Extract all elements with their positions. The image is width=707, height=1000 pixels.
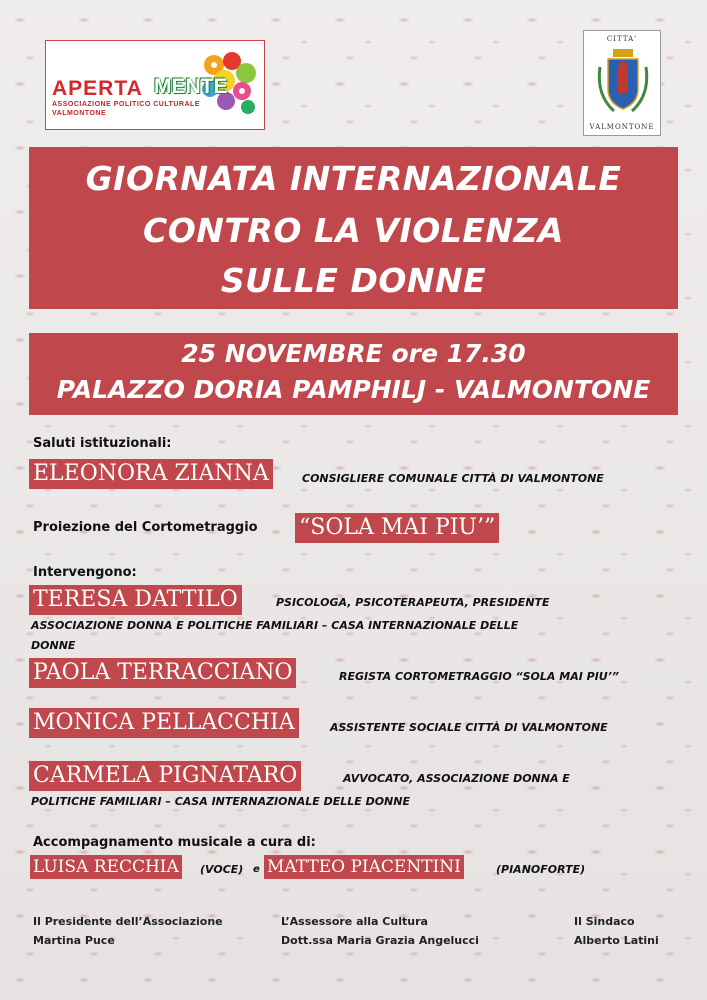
performer-name-piacentini: MATTEO PIACENTINI xyxy=(264,855,464,879)
speaker-name-terracciano: PAOLA TERRACCIANO xyxy=(29,658,296,688)
coat-of-arms-icon xyxy=(594,45,652,123)
speaker-name-pignataro: CARMELA PIGNATARO xyxy=(29,761,301,791)
logo-word-mente: MENTE xyxy=(154,75,228,98)
intervengono-label: Intervengono: xyxy=(33,565,137,580)
crest-bottom-text: VALMONTONE xyxy=(589,123,655,131)
performer-instrument-pianoforte: (PIANOFORTE) xyxy=(496,863,586,876)
logo-subtitle-city: VALMONTONE xyxy=(52,110,107,117)
date-venue-banner xyxy=(29,333,678,415)
speaker-role-zianna: CONSIGLIERE COMUNALE CITTÀ DI VALMONTONE xyxy=(302,472,604,485)
footer-left-title: Il Presidente dell’Associazione xyxy=(33,915,223,928)
footer-right-name: Alberto Latini xyxy=(574,934,659,947)
speaker-role-dattilo-line3: DONNE xyxy=(31,639,76,652)
proiezione-label: Proiezione del Cortometraggio xyxy=(33,520,258,535)
speaker-name-zianna: ELEONORA ZIANNA xyxy=(29,459,273,489)
footer-center-title: L’Assessore alla Cultura xyxy=(281,915,428,928)
crest-top-text: CITTA' xyxy=(606,35,638,43)
performer-name-recchia: LUISA RECCHIA xyxy=(30,855,182,879)
speaker-role-terracciano: REGISTA CORTOMETRAGGIO “SOLA MAI PIU’” xyxy=(339,670,619,683)
logo-word-aperta: APERTA xyxy=(52,77,143,100)
performer-instrument-voce: (VOCE) xyxy=(200,863,244,876)
speaker-role-dattilo: PSICOLOGA, PSICOTERAPEUTA, PRESIDENTE xyxy=(276,596,550,609)
speaker-role-pignataro: AVVOCATO, ASSOCIAZIONE DONNA E xyxy=(343,772,570,785)
speaker-name-pellacchia: MONICA PELLACCHIA xyxy=(29,708,299,738)
apertamente-logo xyxy=(45,40,265,130)
title-banner xyxy=(29,147,678,309)
speaker-role-pellacchia: ASSISTENTE SOCIALE CITTÀ DI VALMONTONE xyxy=(330,721,608,734)
saluti-label: Saluti istituzionali: xyxy=(33,436,172,451)
speaker-role-pignataro-line2: POLITICHE FAMILIARI – CASA INTERNAZIONALE DELLE DONNE xyxy=(31,795,410,808)
film-title: “SOLA MAI PIU’” xyxy=(295,513,499,543)
logo-subtitle: ASSOCIAZIONE POLITICO CULTURALE xyxy=(52,101,200,108)
footer-left-name: Martina Puce xyxy=(33,934,115,947)
valmontone-crest xyxy=(583,30,661,136)
conjunction-e: e xyxy=(253,864,260,875)
event-venue: PALAZZO DORIA PAMPHILJ - VALMONTONE xyxy=(56,375,651,404)
speaker-role-dattilo-line2: ASSOCIAZIONE DONNA E POLITICHE FAMILIARI – CASA INTERNAZIONALE DELLE xyxy=(31,619,519,632)
musica-label: Accompagnamento musicale a cura di: xyxy=(33,835,316,850)
footer-right-title: Il Sindaco xyxy=(574,915,635,928)
title-line-1: GIORNATA INTERNAZIONALE xyxy=(85,159,622,198)
footer-center-name: Dott.ssa Maria Grazia Angelucci xyxy=(281,934,479,947)
title-line-2: CONTRO LA VIOLENZA xyxy=(143,211,564,250)
event-date-time: 25 NOVEMBRE ore 17.30 xyxy=(181,339,526,368)
speaker-name-dattilo: TERESA DATTILO xyxy=(29,585,242,615)
title-line-3: SULLE DONNE xyxy=(220,261,487,300)
